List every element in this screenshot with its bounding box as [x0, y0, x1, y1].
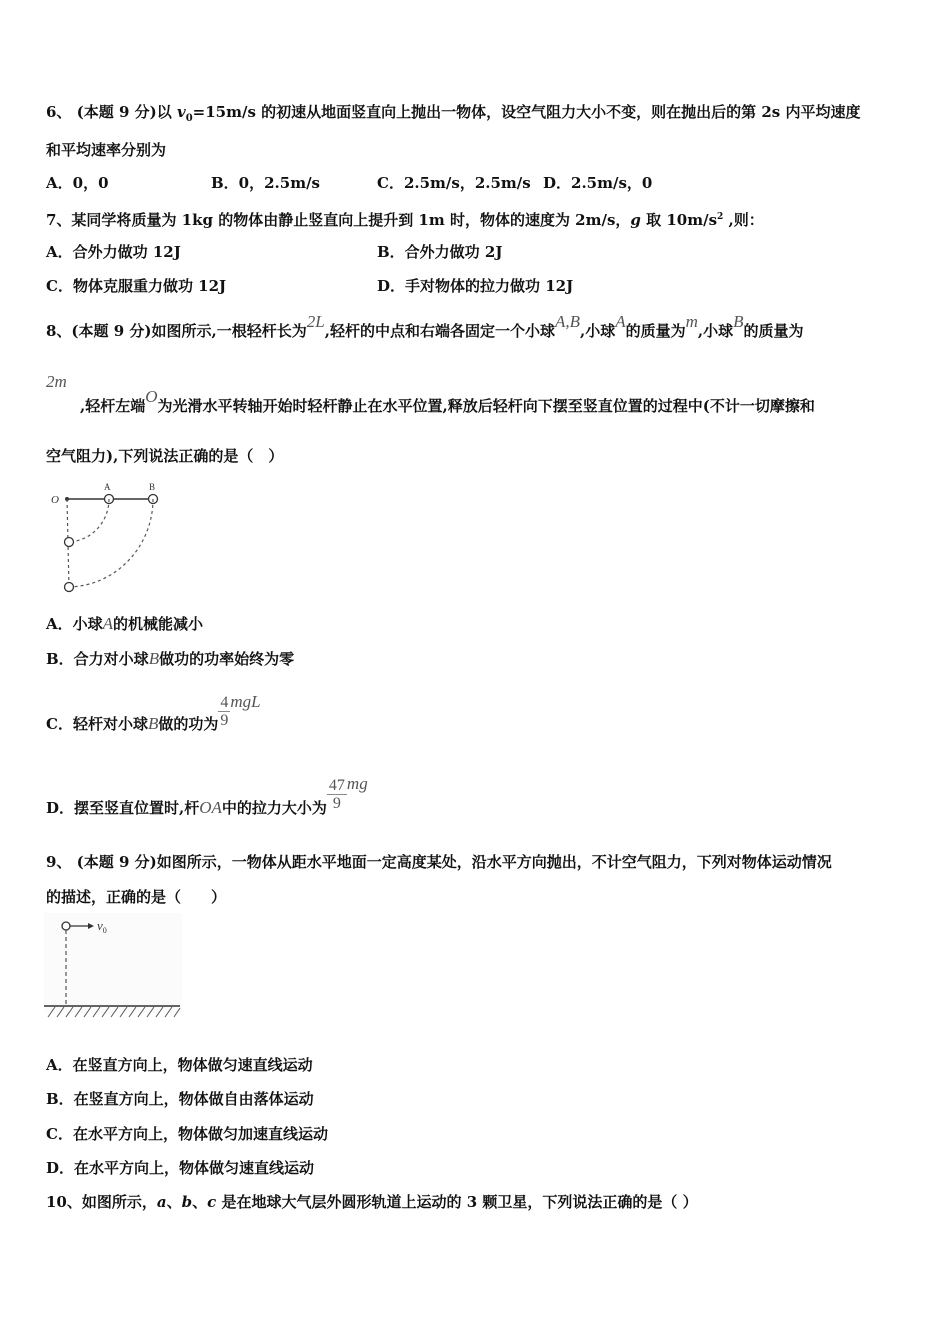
q6-option-d: D．2.5m/s，0: [543, 174, 653, 192]
q6-stem-line2: 和平均速率分别为: [46, 141, 167, 159]
arc-b: [69, 499, 153, 587]
q9-option-d: D．在水平方向上，物体做匀速直线运动: [46, 1159, 315, 1177]
q8-option-a: A．小球A的机械能减小: [46, 614, 204, 633]
q9-option-b: B．在竖直方向上，物体做自由落体运动: [46, 1090, 314, 1108]
q8-stem-line3: 空气阻力),下列说法正确的是（ ）: [46, 447, 284, 465]
q8-stem-line1: 8、(本题 9 分)如图所示,一根轻杆长为2L,轻杆的中点和右端各固定一个小球A,B,小球A的质量为m,小球B的质量为: [46, 312, 804, 340]
q7-option-b: B．合外力做功 2J: [377, 243, 503, 261]
q8-pendulum-figure: [46, 478, 171, 596]
fig-label-a: A: [104, 482, 111, 492]
q10-stem: 10、如图所示，a、b、c 是在地球大气层外圆形轨道上运动的 3 颗卫星，下列说法正确的是（ ）: [46, 1193, 698, 1211]
fig-label-b: B: [149, 482, 156, 492]
q9-option-a: A．在竖直方向上，物体做匀速直线运动: [46, 1056, 313, 1074]
q9-stem-line2: 的描述，正确的是（ ）: [46, 888, 227, 906]
q6-option-b: B．0，2.5m/s: [211, 174, 321, 192]
q6-option-a: A．0，0: [46, 174, 109, 192]
ball-b-end: [65, 583, 74, 592]
q8-stem-line2: 2m: [46, 372, 67, 391]
fig-label-o: O: [51, 494, 59, 506]
q8-d-fraction: $\frac{47}{9}$: [328, 777, 345, 812]
q6-stem-line1: 6、 (本题 9 分)以 $v_0=15m/s$ 的初速从地面竖直向上抛出一物体，设空气阻力大小不变，则在抛出后的第 2s 内平均速度: [46, 103, 861, 124]
projectile-ball: [62, 922, 70, 930]
q9-stem-line1: 9、 (本题 9 分)如图所示，一物体从距水平地面一定高度某处，沿水平方向抛出，不计空气阻力，下列对物体运动情况: [46, 853, 832, 871]
q7-option-c: C．物体克服重力做功 12J: [46, 277, 227, 295]
arc-a: [69, 499, 109, 542]
v0-label: $v_0$: [97, 918, 107, 935]
v0-symbol: v: [176, 103, 186, 121]
q7-option-a: A．合外力做功 12J: [46, 243, 181, 261]
q8-option-b: B．合力对小球B做功的功率始终为零: [46, 649, 295, 668]
q6-option-c: C．2.5m/s，2.5m/s: [377, 174, 531, 192]
q8-c-fraction: $\frac{4}{9}$: [220, 694, 229, 729]
q7-stem: 7、某同学将质量为 1kg 的物体由静止竖直向上提升到 1m 时，物体的速度为 2m/s，g 取 $10m/s^2$ ,则：: [46, 211, 764, 229]
q8-stem-line2-text: ,轻杆左端O为光滑水平转轴开始时轻杆静止在水平位置,释放后轻杆向下摆至竖直位置的过程中(不计一切摩擦和: [80, 387, 815, 415]
q8-option-d: D．摆至竖直位置时,杆OA中的拉力大小为 $\frac{47}{9}$ mg: [46, 773, 368, 817]
q8-option-c: C．轻杆对小球B做的功为 $\frac{4}{9}$ mgL: [46, 691, 261, 733]
q9-projectile-figure: [44, 913, 184, 1025]
ball-a-end: [65, 538, 74, 547]
q7-option-d: D．手对物体的拉力做功 12J: [377, 277, 574, 295]
q9-option-c: C．在水平方向上，物体做匀加速直线运动: [46, 1125, 328, 1143]
